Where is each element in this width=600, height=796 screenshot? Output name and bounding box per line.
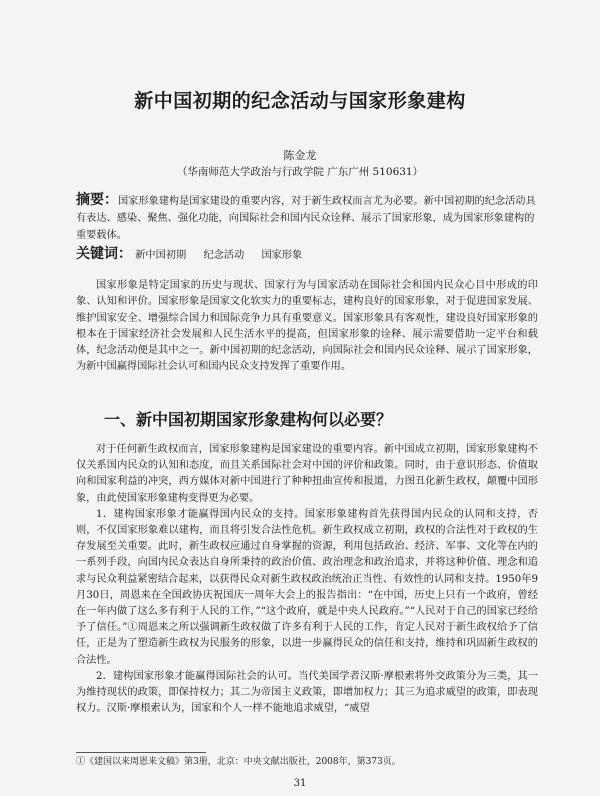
keyword-item: 国家形象	[261, 250, 303, 261]
abstract	[76, 192, 538, 244]
section-heading: 一、新中国初期国家形象建构何以必要？	[104, 410, 393, 429]
keyword-item: 纪念活动	[203, 250, 245, 261]
footnote: ①《建国以来周恩来文稿》第3册，北京：中央文献出版社，2008年，第373页。	[76, 757, 401, 767]
body-paragraph: 2．建构国家形象才能赢得国际社会的认可。当代美国学者汉斯·摩根索将外交政策分为三类，其一为维持现状的政策，即保持权力；其二为帝国主义政策，即增加权力；其三为追求威望的政策，即表现权力。汉斯·摩根索认为，国家和个人一样不能地追求威望，“威望	[76, 670, 538, 715]
article-title: 新中国初期的纪念活动与国家形象建构	[134, 90, 466, 112]
abstract-label: 摘要：	[76, 192, 118, 208]
body-paragraph: 对于任何新生政权而言，国家形象建构是国家建设的重要内容。新中国成立初期，国家形象建构不仅关系国内民众的认知和态度，而且关系国际社会对中国的评价和政策。同时，由于意识形态、价值取向和国家利益的冲突，西方媒体对新中国进行了种种扭曲宣传和报道，力图丑化新生政权，颠覆中国形象，由此使国家形象建构变得更为必要。	[76, 444, 538, 504]
footnote-divider	[76, 752, 206, 753]
intro-paragraph: 国家形象是特定国家的历史与现状、国家行为与国家活动在国际社会和国内民众心目中形成的印象、认知和评价。国家形象是国家文化软实力的重要标志，建构良好的国家形象，对于促进国家发展、维护国家安全、增强综合国力和国际竞争力具有重要意义。国家形象具有客观性，建设良好国家形象的根本在于国家经济社会发展和人民生活水平的提高，但国家形象的诠释、展示需要借助一定平台和载体，纪念活动便是其中之一。新中国初期的纪念活动，向国际社会和国内民众诠释、展示了国家形象，为新中国赢得国际社会认可和国内民众支持发挥了重要作用。	[76, 280, 538, 373]
keyword-item: 新中国初期	[135, 250, 187, 261]
keywords-label: 关键词：	[76, 246, 132, 262]
page-number: 31	[293, 778, 307, 789]
section-body	[76, 442, 538, 717]
body-paragraph: 1．建构国家形象才能赢得国内民众的支持。国家形象建构首先获得国内民众的认同和支持，否则，不仅国家形象难以建构，而且将引发合法性危机。新生政权成立初期，政权的合法性对于政权的生存发展至关重要。此时，新生政权应通过自身掌握的资源，利用包括政治、经济、军事、文化等在内的一系列手段，向国内民众表达自身所秉持的政治价值、政治理念和政治追求，并将这种价值、理念和追求与民众利益紧密结合起来，以获得民众对新生政权政治统治正当性、有效性的认同和支持。1950年9月30日，周恩来在全国政协庆祝国庆一周年大会上的报告指出：“在中国，历史上只有一个政府，曾经在一年内做了这么多有利于人民的工作，”“这个政府，就是中央人民政府。”“人民对于自己的国家已经给予了信任。”①周恩来之所以强调新生政权做了许多有利于人民的工作，肯定人民对于新生政权给予了信任，正是为了塑造新生政权为民服务的形象，以进一步赢得民众的信任和支持，维持和巩固新生政权的合法性。	[76, 508, 538, 666]
keywords	[76, 246, 538, 264]
author-name: 陈金龙	[283, 149, 317, 162]
abstract-text: 国家形象建构是国家建设的重要内容，对于新生政权而言尤为必要。新中国初期的纪念活动具有表达、感染、聚焦、强化功能，向国际社会和国内民众诠释、展示了国家形象，成为国家形象建构的重要载体。	[76, 196, 536, 241]
author-affiliation: （华南师范大学政治与行政学院 广东广州 510631）	[176, 166, 424, 178]
